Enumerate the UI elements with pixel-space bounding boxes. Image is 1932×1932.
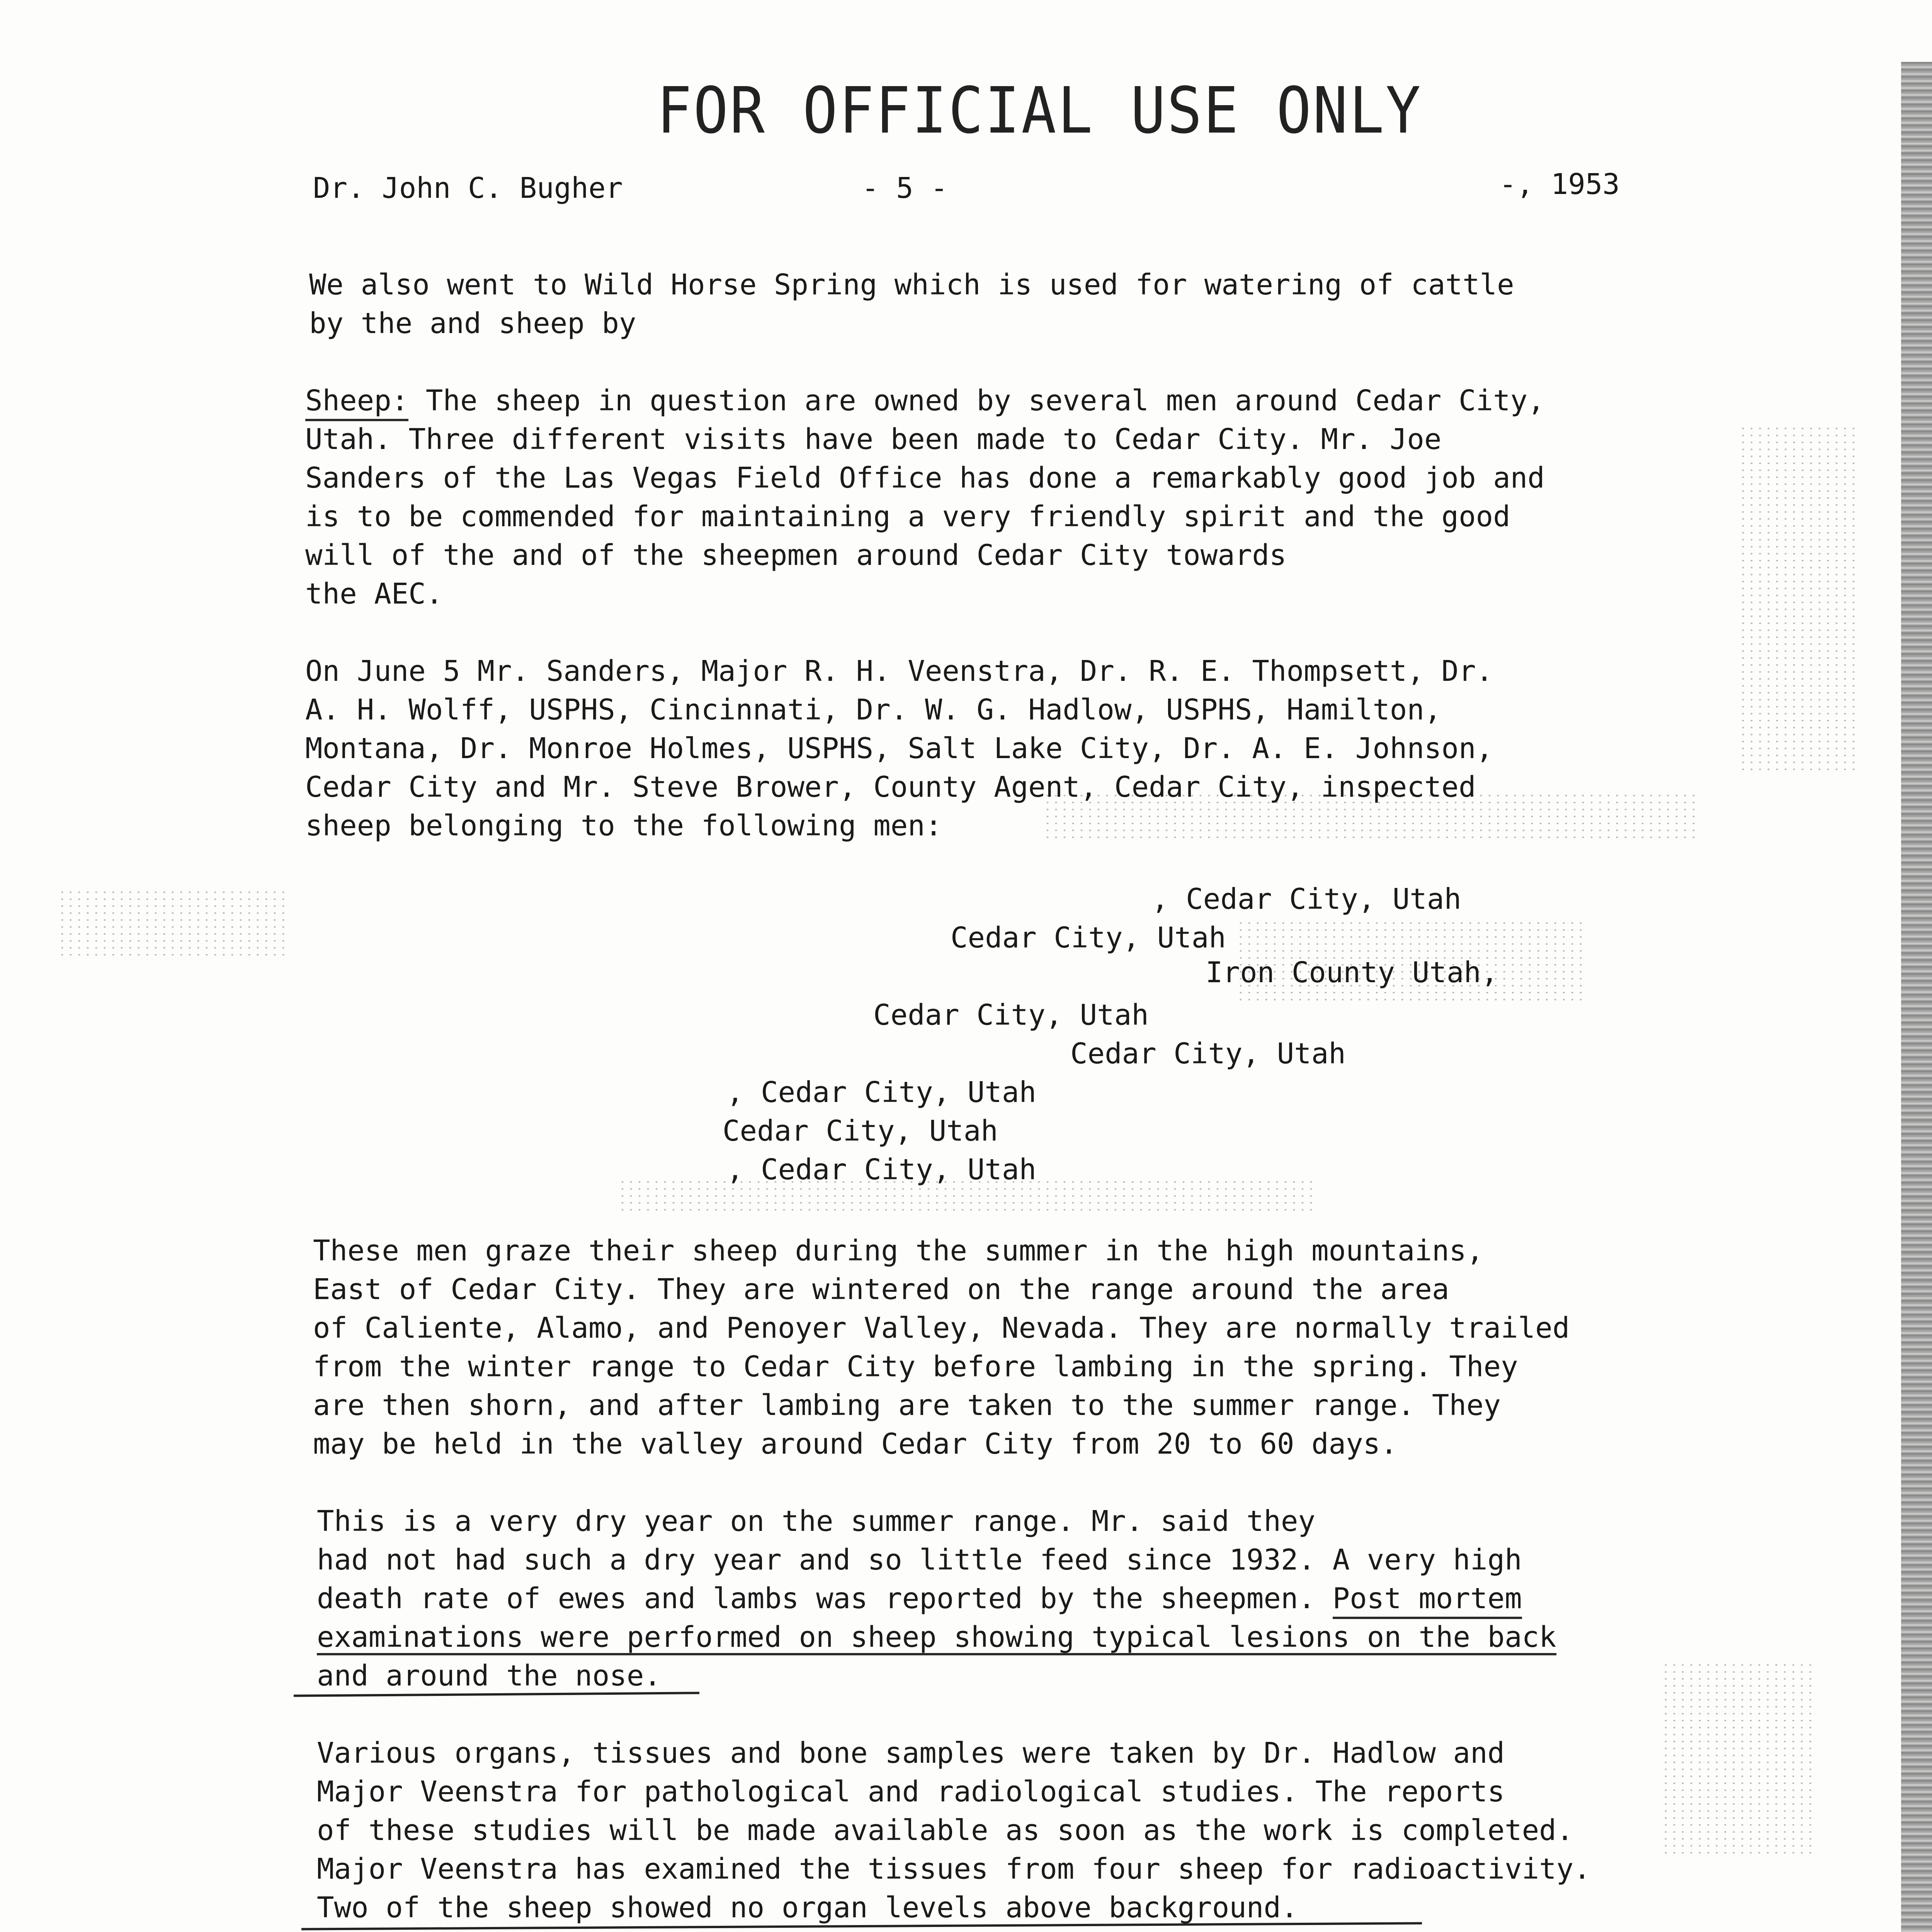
classification-stamp-top: FOR OFFICIAL USE ONLY: [657, 74, 1422, 148]
graze-line: of Caliente, Alamo, and Penoyer Valley, Nevada. They are normally trailed: [313, 1311, 1570, 1345]
intro-line: We also went to Wild Horse Spring which is used for watering of cattle: [309, 268, 1514, 301]
june5-line: A. H. Wolff, USPHS, Cincinnati, Dr. W. G. Hadlow, USPHS, Hamilton,: [305, 693, 1442, 726]
sheep-line: The sheep in question are owned by several men around Cedar City,: [408, 384, 1545, 417]
graze-line: from the winter range to Cedar City before lambing in the spring. They: [313, 1350, 1518, 1383]
organs-line: Major Veenstra for pathological and radiological studies. The reports: [317, 1775, 1505, 1808]
hand-underline: [294, 1692, 699, 1697]
sheep-line: is to be commended for maintaining a very friendly spirit and the good: [305, 500, 1510, 533]
dry-underlined: Post mortem: [1333, 1582, 1522, 1619]
sheep-line: Sanders of the Las Vegas Field Office has done a remarkably good job and: [305, 461, 1545, 495]
letter-date: -, 1953: [1499, 168, 1620, 201]
june5-line: Montana, Dr. Monroe Holmes, USPHS, Salt Lake City, Dr. A. E. Johnson,: [305, 732, 1493, 765]
scan-noise: [1739, 425, 1855, 773]
dry-underlined: examinations were performed on sheep showing typical lesions on the back: [317, 1623, 1556, 1655]
scan-noise: [1662, 1662, 1816, 1855]
dry-underlined: and around the nose.: [317, 1659, 662, 1692]
sheep-line: will of the and of the sheepmen around Cedar City towards: [305, 539, 1287, 572]
organs-line: of these studies will be made available as soon as the work is completed.: [317, 1814, 1574, 1847]
owner-location: , Cedar City, Utah: [726, 1076, 1036, 1109]
graze-line: These men graze their sheep during the summer in the high mountains,: [313, 1234, 1484, 1267]
dry-line: had not had such a dry year and so little feed since 1932. A very high: [317, 1543, 1522, 1577]
sheep-line: Utah. Three different visits have been made to Cedar City. Mr. Joe: [305, 423, 1442, 456]
owner-location: Iron County Utah,: [1206, 956, 1498, 989]
owner-location: Cedar City, Utah: [951, 921, 1226, 954]
organs-line: Various organs, tissues and bone samples were taken by Dr. Hadlow and: [317, 1736, 1505, 1770]
june5-line: sheep belonging to the following men:: [305, 809, 942, 842]
graze-line: are then shorn, and after lambing are taken to the summer range. They: [313, 1389, 1501, 1422]
dry-text: death rate of ewes and lambs was reported by the sheepmen.: [317, 1582, 1333, 1615]
owner-location: , Cedar City, Utah: [1151, 883, 1461, 916]
page-marker: - 5 -: [862, 172, 948, 205]
sheep-heading: [305, 386, 1545, 415]
graze-line: East of Cedar City. They are wintered on the range around the area: [313, 1273, 1449, 1306]
owner-location: Cedar City, Utah: [873, 998, 1149, 1032]
sheep-line: the AEC.: [305, 577, 443, 611]
organs-line: Major Veenstra has examined the tissues from four sheep for radioactivity.: [317, 1852, 1591, 1886]
june5-line: Cedar City and Mr. Steve Brower, County Agent, Cedar City, inspected: [305, 770, 1476, 804]
recipient: Dr. John C. Bugher: [313, 172, 623, 205]
scan-noise: [58, 889, 290, 958]
scan-right-edge: [1901, 62, 1932, 1932]
organs-underlined: Two of the sheep showed no organ levels above background.: [317, 1891, 1298, 1924]
dry-line: [317, 1584, 1522, 1613]
owner-location: Cedar City, Utah: [1070, 1037, 1346, 1070]
june5-line: On June 5 Mr. Sanders, Major R. H. Veenstra, Dr. R. E. Thompsett, Dr.: [305, 655, 1493, 688]
intro-line: by the and sheep by: [309, 307, 636, 340]
owner-location: Cedar City, Utah: [723, 1114, 998, 1148]
owner-location: , Cedar City, Utah: [726, 1153, 1036, 1186]
dry-line: This is a very dry year on the summer range. Mr. said they: [317, 1505, 1316, 1538]
sheep-label: Sheep:: [305, 384, 408, 421]
graze-line: may be held in the valley around Cedar City from 20 to 60 days.: [313, 1427, 1398, 1461]
